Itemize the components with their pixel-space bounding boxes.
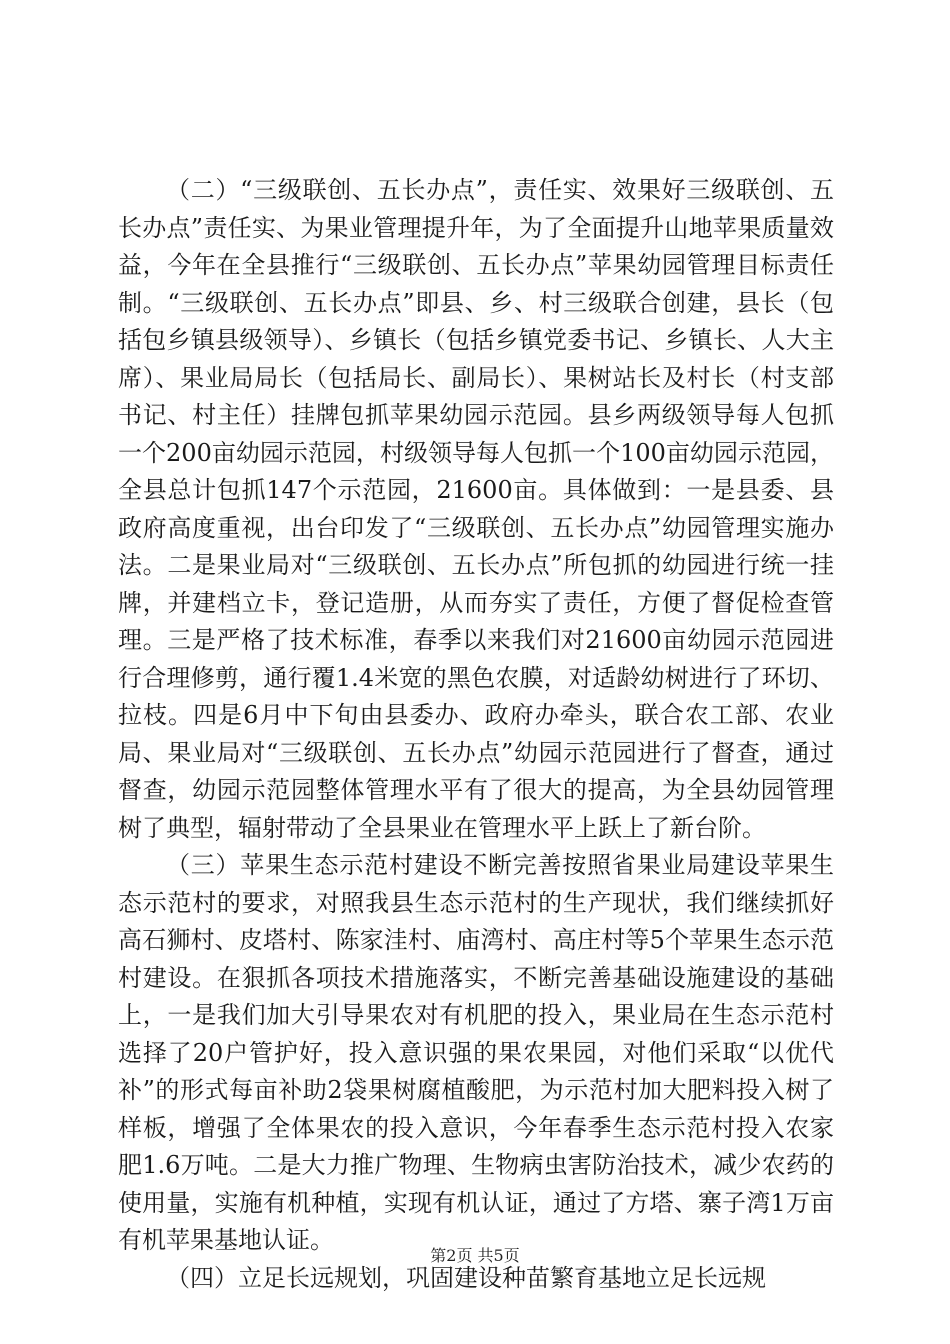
paragraph-section-4: （四）立足长远规划，巩固建设种苗繁育基地立足长远规 xyxy=(166,1263,766,1292)
document-body xyxy=(118,172,834,1297)
paragraph-section-3: （三）苹果生态示范村建设不断完善按照省果业局建设苹果生态示范村的要求，对照我县生态示范村的生产现状，我们继续抓好高石狮村、皮塔村、陈家洼村、庙湾村、高庄村等5个苹果生态示范村建设。在狠抓各项技术措施落实，不断完善基础设施建设的基础上，一是我们加大引导果农对有机肥的投入，果业局在生态示范村选择了20户管护好，投入意识强的果农果园，对他们采取“以优代补”的形式每亩补助2袋果树腐植酸肥，为示范村加大肥料投入树了样板，增强了全体果农的投入意识，今年春季生态示范村投入农家肥1.6万吨。二是大力推广物理、生物病虫害防治技术，减少农药的使用量，实施有机种植，实现有机认证，通过了方塔、寨子湾1万亩有机苹果基地认证。 xyxy=(118,851,834,1254)
page-number-footer: 第2页 共5页 xyxy=(430,1246,520,1265)
paragraph-section-2: （二）“三级联创、五长办点”，责任实、效果好三级联创、五长办点”责任实、为果业管理提升年，为了全面提升山地苹果质量效益，今年在全县推行“三级联创、五长办点”苹果幼园管理目标责任制。“三级联创、五长办点”即县、乡、村三级联合创建，县长（包括包乡镇县级领导）、乡镇长（包括乡镇党委书记、乡镇长、人大主席）、果业局局长（包括局长、副局长）、果树站长及村长（村支部书记、村主任）挂牌包抓苹果幼园示范园。县乡两级领导每人包抓一个200亩幼园示范园，村级领导每人包抓一个100亩幼园示范园，全县总计包抓147个示范园，21600亩。具体做到：一是县委、县政府高度重视，出台印发了“三级联创、五长办点”幼园管理实施办法。二是果业局对“三级联创、五长办点”所包抓的幼园进行统一挂牌，并建档立卡，登记造册，从而夯实了责任，方便了督促检查管理。三是严格了技术标准，春季以来我们对21600亩幼园示范园进行合理修剪，通行覆1.4米宽的黑色农膜，对适龄幼树进行了环切、拉枝。四是6月中下旬由县委办、政府办牵头，联合农工部、农业局、果业局对“三级联创、五长办点”幼园示范园进行了督查，通过督查，幼园示范园整体管理水平有了很大的提高，为全县幼园管理树了典型，辐射带动了全县果业在管理水平上跃上了新台阶。 xyxy=(118,176,834,842)
